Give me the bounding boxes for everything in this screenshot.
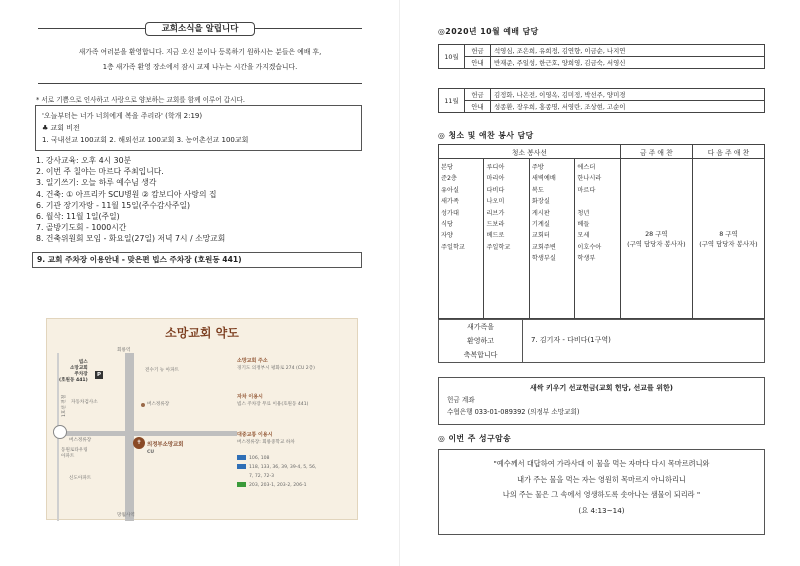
lead-names: 반재준, 주일성, 한근호, 양희영, 김금숙, 서영신	[491, 57, 765, 69]
bus-blue-icon	[237, 455, 246, 460]
clean-col-1	[439, 159, 484, 319]
list-item: 베드로	[486, 232, 505, 240]
list-item: 주방	[531, 164, 544, 171]
list-item: 새가족	[441, 198, 459, 206]
vision-heading: ♣ 교회 비전	[42, 124, 80, 132]
bus-line-3: 7, 72, 72-3	[249, 474, 275, 479]
info-addr: 경기도 의정부시 평화로 274 (CU 2층)	[237, 366, 315, 371]
announcement-item: 6. 기관 장기자랑 - 11월 15일(주수감사주일)	[36, 200, 191, 210]
bus-green-icon	[237, 482, 246, 487]
lead-month: 11월	[439, 89, 465, 113]
parking-icon: P	[96, 372, 102, 378]
lead-month: 10월	[439, 45, 465, 69]
map-label-apt: 전수기 뉴 아파트	[145, 368, 179, 373]
this-week-meal: 28 구역 (구역 담당자 봉사자)	[620, 159, 692, 319]
page-fold	[399, 0, 400, 566]
list-item: 식당	[441, 221, 453, 229]
announcement-item: 3. 일기쓰기: 오늘 하루 예수님 생각	[36, 178, 157, 188]
bus-line-2: 118, 133, 36, 39, 39-4, 5, 56,	[249, 465, 317, 470]
clean-table	[438, 144, 765, 319]
list-item: 교회주변	[531, 243, 556, 251]
list-item: 본당	[441, 164, 453, 171]
lead-role: 안내	[465, 57, 491, 69]
map-label-cu: CU	[147, 450, 155, 455]
info-bus-sub: 버스정류장: 회룡중학교 하차	[237, 440, 295, 445]
news-intro: * 서로 기쁨으로 인사하고 사랑으로 양보하는 교회를 함께 이루어 갑시다.	[36, 96, 245, 104]
list-item: 자양	[441, 232, 453, 240]
announcement-item: 6. 월삭: 11월 1일(주일)	[36, 212, 120, 222]
list-item: 학생부실	[531, 255, 556, 263]
verse-ref: (요 4:13~14)	[578, 505, 625, 515]
map-label-shinhan: 신도아파트	[69, 476, 92, 481]
map-title: 소망교회 약도	[165, 326, 239, 340]
rail-label: 1호선 전철	[62, 394, 67, 417]
announcement-item: 7. 골방기도회 - 1000시간	[36, 223, 127, 233]
bus-line-4: 203, 203-1, 203-2, 206-1	[249, 483, 307, 488]
station-icon	[53, 425, 67, 439]
list-item: 새벽예배	[531, 175, 556, 183]
clean-header-3: 다 음 주 애 찬	[692, 145, 764, 159]
list-item: 기계실	[531, 221, 550, 229]
list-item: 다비다	[486, 186, 505, 194]
welcome-box	[438, 319, 765, 363]
announcement-item: 1. 강사교육: 오후 4시 30분	[36, 156, 132, 165]
list-item: 드보라	[486, 221, 505, 229]
map-label-cross: 동원로타우링 아파트	[61, 448, 88, 459]
news-frame	[38, 28, 362, 84]
list-item: 나오미	[486, 198, 505, 206]
list-item: 복도	[531, 186, 544, 194]
info-bus-heading: 대중교통 이용시	[237, 432, 273, 438]
welcome-content: 7. 김기자 - 다비다(1구역)	[531, 336, 611, 344]
lead-table-oct	[438, 44, 765, 69]
verse-line-1: "예수께서 대답하여 가라사대 이 물을 먹는 자마다 다시 목마르려니와	[493, 459, 710, 468]
next-week-meal: 8 구역 (구역 담당자 봉사자)	[692, 159, 764, 319]
list-item: 마르다	[577, 186, 596, 194]
fund-box	[438, 377, 765, 425]
welcome-label: 새가족을 환영하고 축복합니다	[439, 320, 523, 362]
lead-names: 김정화, 나은전, 이영옥, 김미정, 박선주, 양미경	[491, 89, 765, 101]
clean-header-1: 청소 봉사선	[439, 145, 621, 159]
map-label-parking: 빕스 소망교회 주차장 (호원동 441)	[59, 360, 88, 383]
list-item: 게시판	[531, 209, 550, 217]
lead-names: 석영심, 조은희, 유희정, 김연향, 이금순, 나지연	[491, 45, 765, 57]
map-label-busstop2: 버스정류장	[69, 438, 92, 443]
clean-col-4	[575, 159, 620, 319]
verse-line-2: 내가 주는 물을 먹는 자는 영원히 목마르지 아니하리니	[517, 474, 686, 484]
announcement-item: 8. 건축위원회 모임 - 화요일(27일) 저녁 7시 / 소망교회	[36, 234, 226, 244]
map-label-hall: 회룡역	[117, 348, 131, 353]
list-item: 화장실	[531, 198, 550, 206]
list-item: 성가대	[441, 209, 459, 217]
list-item: 마리아	[486, 175, 505, 183]
lead-names: 성종환, 장우희, 홍종명, 서영란, 조상현, 고순이	[491, 101, 765, 113]
list-item: 모세	[577, 232, 590, 240]
list-item: 청년	[577, 209, 590, 217]
info-bus-4	[237, 482, 307, 489]
lead-table-nov	[438, 88, 765, 113]
info-bus-2	[237, 464, 316, 471]
list-item: 리브가	[486, 209, 505, 217]
news-line-2: 1층 새가족 환영 장소에서 잠시 교제 나누는 시간을 가지겠습니다.	[102, 63, 298, 71]
fund-line-2: 수협은행 033-01-089392 (의정부 소망교회)	[447, 408, 580, 416]
lead-role: 헌금	[465, 45, 491, 57]
announcement-item: 2. 이번 주 칠야는 마르다 주최입니다.	[36, 167, 164, 177]
lead-role: 헌금	[465, 89, 491, 101]
cross-road	[61, 431, 237, 436]
clean-col-2	[484, 159, 529, 319]
announcement-list	[36, 155, 225, 245]
clean-col-3	[529, 159, 574, 319]
map-label-station: 망월사역	[117, 513, 135, 518]
vision-box	[35, 105, 362, 151]
parking-notice: 9. 교회 주차장 이용안내 - 맞은편 빕스 주차장 (호원동 441)	[32, 252, 362, 268]
list-item: 베들	[577, 221, 590, 229]
list-item: 교회터	[531, 232, 550, 240]
church-icon: ✝	[133, 437, 145, 449]
list-item: 에스더	[577, 164, 596, 171]
lead-title: ◎2020년 10월 예배 담당	[438, 27, 539, 36]
bus-line-1: 106, 108	[249, 456, 270, 461]
news-title: 교회소식을 알립니다	[145, 22, 255, 36]
church-map	[46, 318, 358, 520]
verse-box	[438, 449, 765, 535]
verse-title: ◎ 이번 주 성구암송	[438, 434, 512, 443]
info-addr-heading: 소망교회 주소	[237, 358, 268, 364]
main-road	[125, 353, 134, 521]
list-item: 학생부	[577, 255, 596, 263]
news-line-1: 새가족 여러분을 환영합니다. 지금 오신 분이나 등록하기 원하시는 분들은 예배 후,	[78, 48, 322, 56]
list-item: 이호수아	[577, 243, 602, 251]
info-bus-1	[237, 455, 269, 462]
list-item: 한나시라	[577, 175, 602, 183]
bus-stop-marker	[141, 403, 145, 407]
clean-title: ◎ 청소 및 애찬 봉사 담당	[438, 131, 534, 140]
vision-items: 1. 국내선교 100교회 2. 해외선교 100교회 3. 농어촌선교 100교회	[42, 136, 249, 144]
list-item: 유아실	[441, 186, 459, 194]
map-label-busstop: 버스정류장	[147, 402, 170, 407]
verse-line-3: 나의 주는 물은 그 속에서 영생하도록 솟아나는 샘물이 되리라 "	[502, 490, 701, 499]
list-item: 주일학교	[486, 243, 511, 251]
list-item: 주일학교	[441, 243, 465, 251]
list-item: 준2층	[441, 175, 457, 183]
list-item	[577, 196, 617, 207]
clean-header-2: 금 주 애 찬	[620, 145, 692, 159]
fund-title: 새싹 키우기 선교헌금(교회 헌당, 선교를 위한)	[530, 384, 673, 392]
info-car: 빕스 주차장 무료 이용(호원동 441)	[237, 402, 309, 407]
lead-role: 안내	[465, 101, 491, 113]
info-car-heading: 자차 이용시	[237, 394, 263, 400]
map-label-church: 의정부소망교회	[147, 442, 184, 448]
bus-blue-icon	[237, 464, 246, 469]
fund-line-1: 헌금 계좌	[447, 396, 475, 404]
vision-verse: '오늘부터는 너가 너희에게 복을 주리라' (학개 2:19)	[42, 112, 203, 120]
map-label-office: 자동차검사소	[71, 400, 98, 405]
announcement-item: 4. 건축: ① 아프리카 SCU병원 ② 캄보디아 사랑의 집	[36, 189, 217, 199]
list-item: 루디아	[486, 164, 505, 171]
